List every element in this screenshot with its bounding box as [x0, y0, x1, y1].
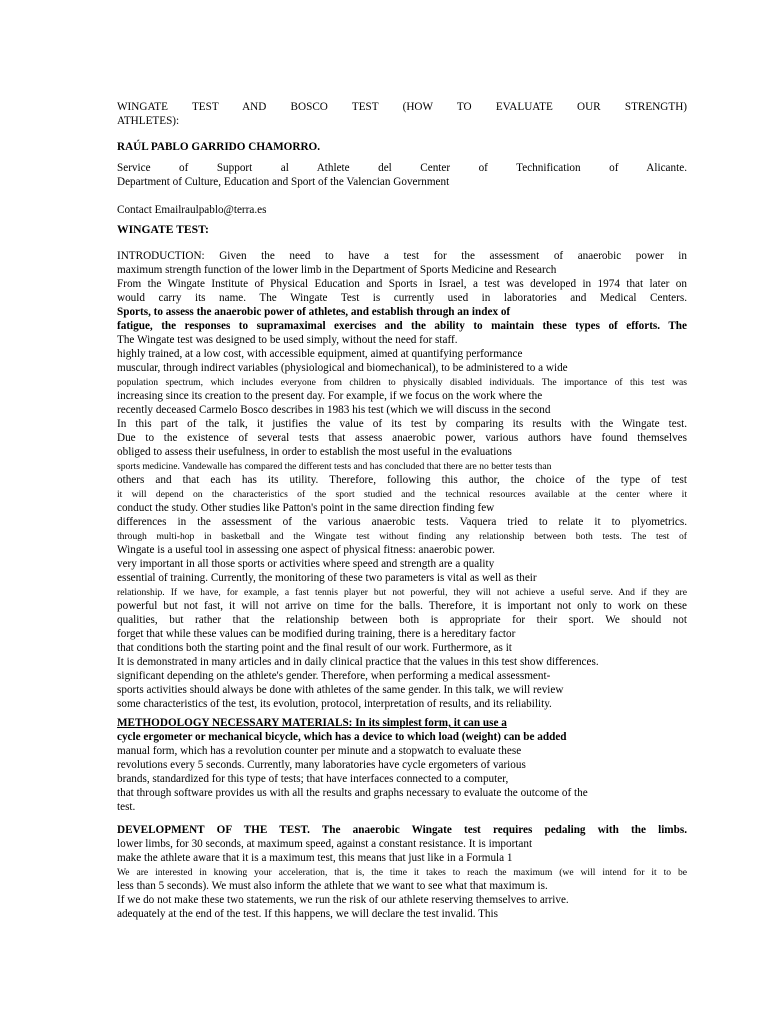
body-line-bold: fatigue, the responses to supramaximal exercises and the ability to maintain these types of efforts. The — [117, 320, 687, 332]
body-line: through multi-hop in basketball and the Wingate test without finding any relationship between both tests. The test of — [117, 531, 687, 542]
section-heading-methodology: METHODOLOGY NECESSARY MATERIALS: In its simplest form, it can use a — [117, 717, 507, 729]
body-line: significant depending on the athlete's gender. Therefore, when performing a medical assessment- — [117, 670, 551, 682]
body-line: recently deceased Carmelo Bosco describes in 1983 his test (which we will discuss in the second — [117, 404, 551, 416]
contact-email: Contact Emailraulpablo@terra.es — [117, 204, 267, 216]
body-line: revolutions every 5 seconds. Currently, many laboratories have cycle ergometers of various — [117, 759, 526, 771]
doc-title-line-1: WINGATE TEST AND BOSCO TEST (HOW TO EVALUATE OUR STRENGTH) — [117, 101, 687, 113]
body-line: sports medicine. Vandewalle has compared the different tests and has concluded that there are no better tests than — [117, 461, 552, 472]
body-line: differences in the assessment of the various anaerobic tests. Vaquera tried to relate it to plyometrics. — [117, 516, 687, 528]
section-heading-development: DEVELOPMENT OF THE TEST. The anaerobic Wingate test requires pedaling with the limbs. — [117, 824, 687, 836]
affiliation-line-2: Department of Culture, Education and Sport of the Valencian Government — [117, 176, 450, 188]
body-line: essential of training. Currently, the monitoring of these two parameters is vital as well as their — [117, 572, 537, 584]
body-line: forget that while these values can be modified during training, there is a hereditary factor — [117, 628, 516, 640]
body-line: Wingate is a useful tool in assessing one aspect of physical fitness: anaerobic power. — [117, 544, 495, 556]
body-line: some characteristics of the test, its evolution, protocol, interpretation of results, and its reliability. — [117, 698, 552, 710]
body-line-bold: Sports, to assess the anaerobic power of athletes, and establish through an index of — [117, 306, 511, 318]
body-line: Due to the existence of several tests that assess anaerobic power, various authors have found themselves — [117, 432, 687, 444]
body-line-bold: cycle ergometer or mechanical bicycle, which has a device to which load (weight) can be added — [117, 731, 567, 743]
body-line: sports activities should always be done with athletes of the same gender. In this talk, we will review — [117, 684, 564, 696]
body-line: In this part of the talk, it justifies the value of its test by comparing its results with the Wingate test. — [117, 418, 687, 430]
body-line: highly trained, at a low cost, with accessible equipment, aimed at quantifying performance — [117, 348, 523, 360]
body-line: adequately at the end of the test. If this happens, we will declare the test invalid. This — [117, 908, 498, 920]
body-line: relationship. If we have, for example, a fast tennis player but not powerful, they will not achieve a useful serve. And if they are — [117, 587, 687, 598]
body-line: The Wingate test was designed to be used simply, without the need for staff. — [117, 334, 458, 346]
affiliation-line-1: Service of Support al Athlete del Center of Technification of Alicante. — [117, 162, 687, 174]
body-line: powerful but not fast, it will not arrive on time for the balls. Therefore, it is important not only to work on these — [117, 600, 687, 612]
body-line: very important in all those sports or activities where speed and strength are a quality — [117, 558, 495, 570]
body-line: maximum strength function of the lower limb in the Department of Sports Medicine and Research — [117, 264, 557, 276]
body-line: would carry its name. The Wingate Test is currently used in laboratories and Medical Centers. — [117, 292, 687, 304]
body-line: make the athlete aware that it is a maximum test, this means that just like in a Formula 1 — [117, 852, 513, 864]
body-line: muscular, through indirect variables (physiological and biomechanical), to be administered to a wide — [117, 362, 568, 374]
body-line: lower limbs, for 30 seconds, at maximum speed, against a constant resistance. It is important — [117, 838, 533, 850]
body-line: brands, standardized for this type of tests; that have interfaces connected to a computer, — [117, 773, 509, 785]
body-line: qualities, but rather that the relationship between both is appropriate for their sport. We should not — [117, 614, 687, 626]
body-line: that through software provides us with all the results and graphs necessary to evaluate the outcome of the — [117, 787, 588, 799]
author-name: RAÚL PABLO GARRIDO CHAMORRO. — [117, 141, 321, 153]
body-line: it will depend on the characteristics of the sport studied and the technical resources available at the center where it — [117, 489, 687, 500]
body-line: others and that each has its utility. Therefore, following this author, the choice of the type of test — [117, 474, 687, 486]
body-line: If we do not make these two statements, we run the risk of our athlete reserving themselves to arrive. — [117, 894, 569, 906]
body-line: that conditions both the starting point and the final result of our work. Furthermore, as it — [117, 642, 512, 654]
body-line: obliged to assess their usefulness, in order to establish the most useful in the evaluations — [117, 446, 512, 458]
body-line: INTRODUCTION: Given the need to have a test for the assessment of anaerobic power in — [117, 250, 687, 262]
body-line: It is demonstrated in many articles and in daily clinical practice that the values in this test show differences. — [117, 656, 599, 668]
section-heading-wingate: WINGATE TEST: — [117, 223, 209, 236]
body-line: manual form, which has a revolution counter per minute and a stopwatch to evaluate these — [117, 745, 522, 757]
body-line: population spectrum, which includes everyone from children to physically disabled individuals. The importance of this test was — [117, 377, 687, 388]
body-line: test. — [117, 801, 136, 813]
doc-title-line-2: ATHLETES): — [117, 115, 180, 127]
body-line: We are interested in knowing your acceleration, that is, the time it takes to reach the maximum (we will intend for it to be — [117, 867, 687, 878]
body-line: increasing since its creation to the present day. For example, if we focus on the work where the — [117, 390, 543, 402]
body-line: less than 5 seconds). We must also inform the athlete that we want to see what that maximum is. — [117, 880, 548, 892]
body-line: From the Wingate Institute of Physical Education and Sports in Israel, a test was developed in 1974 that later on — [117, 278, 687, 290]
body-line: conduct the study. Other studies like Patton's point in the same direction finding few — [117, 502, 495, 514]
